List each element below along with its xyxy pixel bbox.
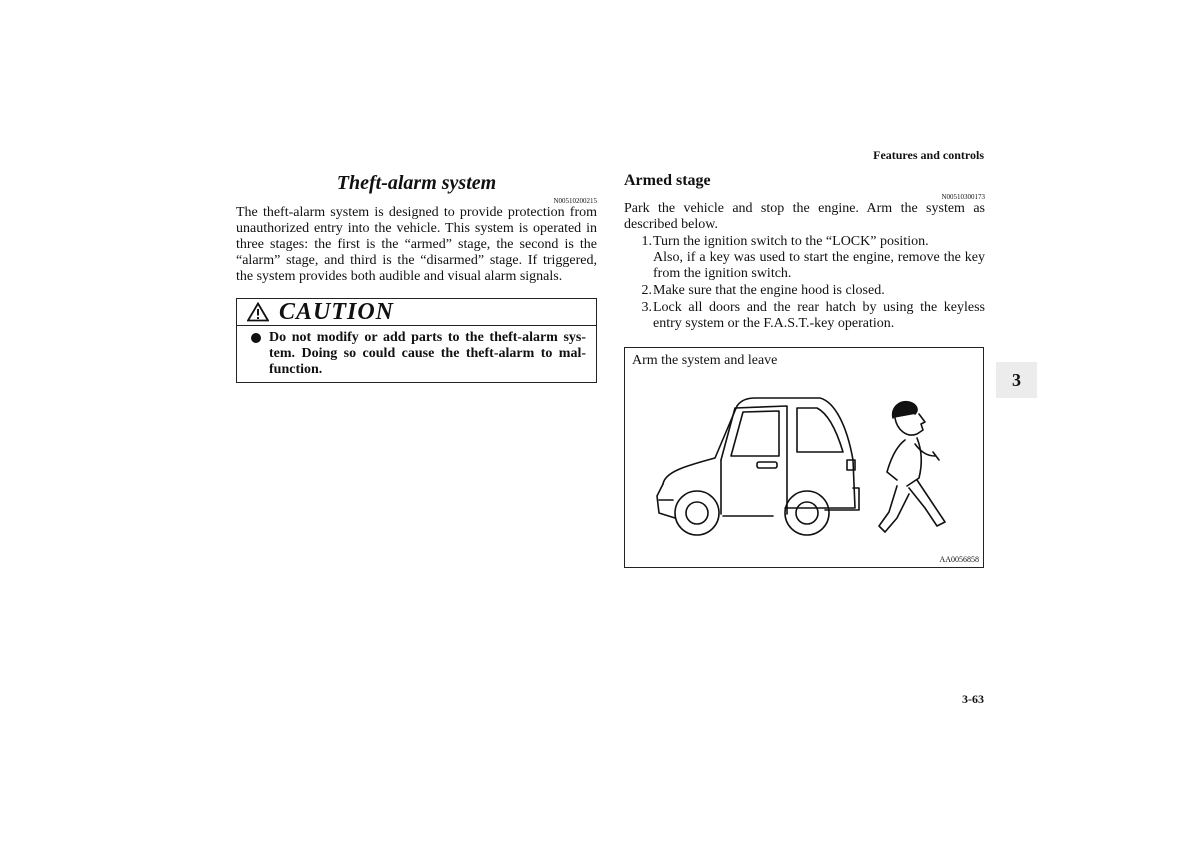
step-number: 1. [641,234,652,249]
left-column [236,170,597,383]
right-column [624,170,985,568]
caution-header [237,299,596,326]
bullet-icon [251,333,261,343]
intro-paragraph: The theft-alarm system is designed to provide protection from unauthorized entry into the vehicle. This system is operated in three stages: the first is the “armed” stage, the second is the “alarm” stage, and third is the “disarmed” stage. If triggered, the system provides both audible and visual alarm signals. [236,205,597,284]
subsection-title: Armed stage [624,172,711,189]
car-and-person-illustration [625,348,983,567]
list-item [624,283,985,299]
caution-box [236,298,597,383]
step-number: 2. [641,283,652,298]
chapter-tab: 3 [996,362,1037,398]
list-item [624,234,985,250]
step-list [624,234,985,332]
figure-caption: Arm the system and leave [632,353,778,368]
page-number: 3-63 [962,692,984,706]
caution-label: CAUTION [279,299,395,325]
running-header: Features and controls [873,148,984,162]
step-number [624,250,653,282]
step-text: Also, if a key was used to start the engine, remove the key from the ignition switch. [653,250,985,281]
figure-code: AA0056858 [939,555,979,564]
step-text: Turn the ignition switch to the “LOCK” position. [653,234,929,249]
section-code: N00510200215 [553,197,597,205]
list-item [624,300,985,332]
caution-body [237,326,596,382]
step-text: Lock all doors and the rear hatch by using the keyless entry system or the F.A.S.T.-key operation. [653,300,985,331]
illustration-figure [624,347,984,568]
warning-triangle-icon [247,302,269,322]
step-text: Make sure that the engine hood is closed. [653,283,885,298]
caution-text: Do not modify or add parts to the theft-alarm sys-tem. Doing so could cause the theft-alarm to mal-function. [269,330,586,377]
step-number: 3. [641,300,652,315]
subsection-code: N00510300173 [941,193,985,201]
list-item [624,250,985,282]
armed-intro: Park the vehicle and stop the engine. Arm the system as described below. [624,201,985,232]
section-title: Theft-alarm system [336,172,497,194]
